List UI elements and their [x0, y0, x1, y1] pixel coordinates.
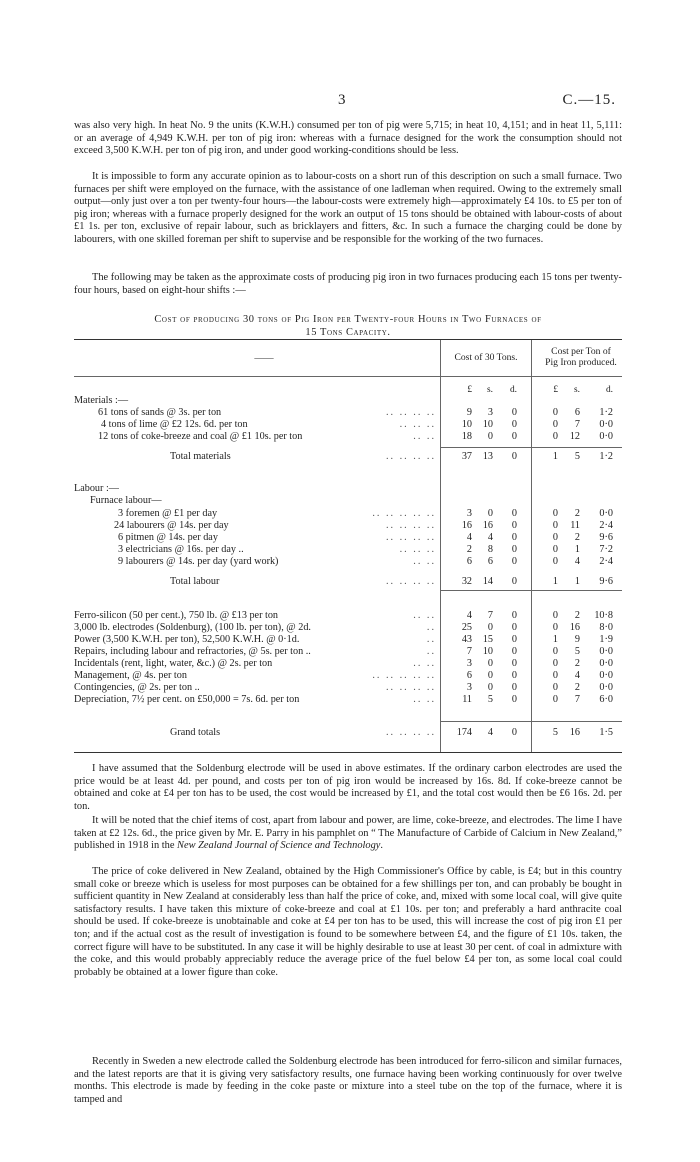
cost-30-tons-cell: 3: [466, 658, 472, 669]
cost-per-ton-cell: 1: [574, 576, 580, 587]
cost-30-tons-cell: 0: [511, 419, 517, 430]
cost-per-ton-cell: 7: [574, 694, 580, 705]
cost-per-ton-cell: 9·6: [599, 576, 613, 587]
cost-per-ton-cell: 0: [552, 407, 558, 418]
row-label: Ferro-silicon (50 per cent.), 750 lb. @ £13 per ton: [74, 610, 279, 621]
unit-header: s.: [487, 385, 493, 395]
cost-per-ton-cell: 0: [552, 508, 558, 519]
table-row: [74, 727, 622, 739]
cost-30-tons-cell: 9: [466, 407, 472, 418]
table-row: [74, 634, 622, 646]
cost-per-ton-cell: 4: [574, 670, 580, 681]
cost-30-tons-cell: 5: [487, 694, 493, 705]
leader-dots: .. .. .. ..: [385, 727, 436, 738]
cost-per-ton-header: Cost per Ton of Pig Iron produced.: [545, 346, 617, 368]
table-row: [74, 495, 622, 507]
header-rule: [74, 376, 622, 377]
cost-per-ton-cell: 0: [552, 544, 558, 555]
table-row: [74, 419, 622, 431]
cost-30-tons-cell: 0: [487, 658, 493, 669]
cost-30-tons-cell: 3: [487, 407, 493, 418]
cost-per-ton-cell: 2·4: [599, 520, 613, 531]
cost-30-tons-cell: 2: [466, 544, 472, 555]
leader-dots: ..: [426, 622, 436, 633]
total-rule: [440, 447, 622, 448]
cost-30-tons-cell: 10: [461, 419, 472, 430]
row-label: 12 tons of coke-breeze and coal @ £1 10s. per ton: [98, 431, 303, 442]
table-row: [74, 622, 622, 634]
table-row: [74, 544, 622, 556]
cost-per-ton-cell: 0: [552, 610, 558, 621]
cost-30-tons-cell: 0: [511, 451, 517, 462]
cost-30-tons-cell: 7: [466, 646, 472, 657]
table-row: [74, 520, 622, 532]
cost-per-ton-cell: 2: [574, 658, 580, 669]
cost-30-tons-cell: 0: [511, 431, 517, 442]
cost-per-ton-cell: 0·0: [599, 682, 613, 693]
cost-30-tons-cell: 10: [482, 419, 493, 430]
cost-per-ton-cell: 16: [569, 727, 580, 738]
cost-30-tons-cell: 7: [487, 610, 493, 621]
unit-header: £: [553, 385, 558, 395]
row-label: 3 foremen @ £1 per day: [118, 508, 218, 519]
row-label: 3,000 lb. electrodes (Soldenburg), (100 lb. per ton), @ 2d.: [74, 622, 311, 633]
cost-30-tons-cell: 4: [487, 727, 493, 738]
blank-column-header: ——: [254, 353, 274, 364]
cost-30-tons-cell: 32: [461, 576, 472, 587]
cost-30-tons-cell: 0: [487, 431, 493, 442]
row-label: 4 tons of lime @ £2 12s. 6d. per ton: [101, 419, 248, 430]
cost-per-ton-cell: 0: [552, 520, 558, 531]
table-title-line-1: Cost of producing 30 tons of Pig Iron per Twenty-four Hours in Two Furnaces of: [154, 314, 542, 325]
table-row: [74, 694, 622, 706]
table-row: [74, 451, 622, 463]
cost-30-tons-cell: 0: [511, 576, 517, 587]
cost-30-tons-cell: 10: [482, 646, 493, 657]
cost-per-ton-cell: 6·0: [599, 694, 613, 705]
cost-per-ton-cell: 0: [552, 682, 558, 693]
row-label: Materials :—: [74, 395, 129, 406]
cost-per-ton-cell: 5: [552, 727, 558, 738]
document-reference: C.—15.: [562, 92, 616, 108]
leader-dots: .. .. .. ..: [385, 451, 436, 462]
table-row: [74, 532, 622, 544]
cost-30-tons-cell: 8: [487, 544, 493, 555]
cost-per-ton-cell: 8·0: [599, 622, 613, 633]
leader-dots: .. .. .. ..: [385, 520, 436, 531]
cost-per-ton-cell: 5: [574, 646, 580, 657]
cost-per-ton-cell: 0: [552, 622, 558, 633]
paragraph-bottom-4: Recently in Sweden a new electrode called the Soldenburg electrode has been introduced for ferro-silicon and similar furnaces, and the latest reports are that it is giving very satisfactory results, one furnace having been working continuously for over twelve months. This electrode is made by feeding in the coke paste or mixture into a steel tube on the top of the furnace, where it is tamped and: [74, 1056, 622, 1105]
row-label: Total materials: [170, 451, 231, 462]
cost-per-ton-cell: 0·0: [599, 658, 613, 669]
table-row: [74, 576, 622, 588]
cost-per-ton-cell: 1: [552, 451, 558, 462]
cost-30-tons-cell: 6: [466, 556, 472, 567]
leader-dots: .. .. .. .. ..: [372, 508, 436, 519]
cost-30-tons-cell: 0: [511, 670, 517, 681]
cost-per-ton-cell: 9·6: [599, 532, 613, 543]
leader-dots: .. .. ..: [399, 419, 436, 430]
leader-dots: .. ..: [413, 610, 436, 621]
cost-per-ton-cell: 2·4: [599, 556, 613, 567]
row-label: Labour :—: [74, 483, 119, 494]
row-label: Grand totals: [170, 727, 221, 738]
cost-30-tons-cell: 4: [487, 532, 493, 543]
cost-per-ton-cell: 1·5: [599, 727, 613, 738]
cost-per-ton-cell: 1·2: [599, 407, 613, 418]
paragraph-bottom-3: The price of coke delivered in New Zealand, obtained by the High Commissioner's Office by cable, is £4; but in this country small coke or breeze which is useless for most purposes can be obtained for a few shillings per ton, and can probably be bought in sufficient quantity in New Zealand at considerably less than half the price of coke, and, mixed with some local coal, will give quite satisfactory results. I have taken this mixture of coke-breeze and coal at £1 10s. per ton; and preferably a hard anthracite coal should be used. If coke-breeze is unobtainable and coke at £4 per ton has to be used, this will increase the cost of pig iron £1 per ton; and if the actual cost as the result of investigation is found to be somewhere between £4, and the figure of £1 10s. taken, the correct figure will have to be substituted. In any case it will be highly desirable to use at least 30 per cent. of coal in admixture with the coke, and this would probably appreciably reduce the average price of the fuel below £4 per ton, as some local coal could probably be obtained at a lower figure than coke.: [74, 866, 622, 978]
cost-per-ton-cell: 1: [574, 544, 580, 555]
cost-30-tons-cell: 4: [466, 610, 472, 621]
cost-30-tons-cell: 25: [461, 622, 472, 633]
table-row: [74, 431, 622, 443]
cost-per-ton-cell: 0·0: [599, 670, 613, 681]
cost-per-ton-cell: 7: [574, 419, 580, 430]
table-row: [74, 556, 622, 568]
paragraph-top-3: The following may be taken as the approximate costs of producing pig iron in two furnaces producing each 15 tons per twenty-four hours, based on eight-hour shifts :—: [74, 272, 622, 296]
row-label: 24 labourers @ 14s. per day: [114, 520, 229, 531]
cost-per-ton-cell: 0: [552, 694, 558, 705]
row-label: Repairs, including labour and refractories, @ 5s. per ton ..: [74, 646, 311, 657]
row-label: Depreciation, 7½ per cent. on £50,000 = 7s. 6d. per ton: [74, 694, 300, 705]
cost-per-ton-cell: 1: [552, 576, 558, 587]
cost-per-ton-cell: 0·0: [599, 431, 613, 442]
cost-30-tons-cell: 43: [461, 634, 472, 645]
table-row: [74, 395, 622, 407]
table-row: [74, 407, 622, 419]
unit-header: s.: [574, 385, 580, 395]
cost-30-tons-cell: 0: [511, 610, 517, 621]
leader-dots: .. ..: [413, 556, 436, 567]
row-label: Incidentals (rent, light, water, &c.) @ 2s. per ton: [74, 658, 273, 669]
cost-30-tons-cell: 15: [482, 634, 493, 645]
cost-per-ton-cell: 16: [569, 622, 580, 633]
cost-30-tons-cell: 0: [511, 727, 517, 738]
cost-per-ton-cell: 1: [552, 634, 558, 645]
cost-30-tons-cell: 0: [511, 556, 517, 567]
leader-dots: .. ..: [413, 658, 436, 669]
cost-per-ton-cell: 2: [574, 532, 580, 543]
unit-header: £: [467, 385, 472, 395]
row-label: Total labour: [170, 576, 220, 587]
cost-per-ton-cell: 0: [552, 556, 558, 567]
row-label: 61 tons of sands @ 3s. per ton: [98, 407, 222, 418]
row-label: 6 pitmen @ 14s. per day: [118, 532, 218, 543]
row-label: Furnace labour—: [90, 495, 162, 506]
cost-per-ton-cell: 2: [574, 610, 580, 621]
cost-per-ton-cell: 2: [574, 508, 580, 519]
leader-dots: ..: [426, 634, 436, 645]
leader-dots: .. .. .. ..: [385, 682, 436, 693]
cost-30-tons-cell: 0: [511, 544, 517, 555]
cost-30-tons-cell: 0: [487, 682, 493, 693]
cost-30-tons-cell: 0: [511, 682, 517, 693]
cost-per-ton-cell: 0: [552, 532, 558, 543]
cost-30-tons-cell: 0: [487, 670, 493, 681]
cost-30-tons-cell: 3: [466, 682, 472, 693]
unit-header: d.: [509, 385, 517, 395]
cost-per-ton-cell: 5: [574, 451, 580, 462]
cost-30-tons-cell: 0: [511, 407, 517, 418]
cost-per-ton-cell: 0: [552, 658, 558, 669]
cost-per-ton-cell: 11: [570, 520, 580, 531]
cost-per-ton-cell: 0·0: [599, 508, 613, 519]
cost-per-ton-cell: 12: [569, 431, 580, 442]
cost-per-ton-cell: 9: [574, 634, 580, 645]
leader-dots: .. .. .. ..: [385, 576, 436, 587]
table-row: [74, 610, 622, 622]
cost-30-tons-cell: 16: [461, 520, 472, 531]
cost-30-tons-cell: 37: [461, 451, 472, 462]
cost-30-tons-cell: 11: [462, 694, 472, 705]
cost-30-tons-cell: 6: [487, 556, 493, 567]
paragraph-bottom-2: It will be noted that the chief items of cost, apart from labour and power, are lime, coke-breeze, and electrodes. The lime I have taken at £2 12s. 6d., the price given by Mr. E. Parry in his pamphlet on “ The Manufacture of Carbide of Calcium in New Zealand,” published in 1918 in the New Zealand Journal of Science and Technology.: [74, 815, 622, 852]
cost-30-tons-cell: 0: [511, 622, 517, 633]
paragraph-top-1: was also very high. In heat No. 9 the units (K.W.H.) consumed per ton of pig were 5,715; in heat 10, 4,151; and in heat 11, 5,111: or an average of 4,949 K.W.H. per ton of pig iron: whereas with a furnace designed for the work the consumption should not exceed 3,500 K.W.H. per ton of pig iron, and under good working-conditions should be less.: [74, 120, 622, 157]
row-label: Contingencies, @ 2s. per ton ..: [74, 682, 200, 693]
cost-30-tons-cell: 174: [456, 727, 472, 738]
page-number: 3: [338, 92, 346, 108]
leader-dots: ..: [426, 646, 436, 657]
table-row: [74, 508, 622, 520]
cost-per-ton-cell: 1·2: [599, 451, 613, 462]
cost-per-ton-cell: 0: [552, 646, 558, 657]
cost-30-tons-cell: 13: [482, 451, 493, 462]
cost-per-ton-cell: 1·9: [599, 634, 613, 645]
cost-per-ton-cell: 0: [552, 670, 558, 681]
table-row: [74, 646, 622, 658]
cost-30-tons-cell: 18: [461, 431, 472, 442]
table-row: [74, 483, 622, 495]
cost-per-ton-cell: 2: [574, 682, 580, 693]
cost-of-30-tons-header: Cost of 30 Tons.: [454, 352, 518, 363]
cost-30-tons-cell: 14: [482, 576, 493, 587]
cost-30-tons-cell: 0: [511, 694, 517, 705]
cost-per-ton-cell: 6: [574, 407, 580, 418]
cost-30-tons-cell: 0: [511, 508, 517, 519]
leader-dots: .. ..: [413, 694, 436, 705]
cost-30-tons-cell: 0: [511, 520, 517, 531]
cost-30-tons-cell: 16: [482, 520, 493, 531]
cost-30-tons-cell: 0: [511, 634, 517, 645]
unit-header: d.: [605, 385, 613, 395]
cost-30-tons-cell: 0: [511, 658, 517, 669]
cost-30-tons-cell: 4: [466, 532, 472, 543]
cost-table: [74, 339, 622, 753]
cost-30-tons-cell: 0: [511, 532, 517, 543]
paragraph-top-2: It is impossible to form any accurate opinion as to labour-costs on a short run of this description on such a small furnace. Two furnaces per shift were employed on the furnace, with the assistance of one ladleman when required. Owing to the extremely small output—only just over a ton per twenty-four hours—the labour-costs were extremely high—approximately £4 10s. to £5 per ton of pig iron; whereas with a furnace properly designed for the work an output of 15 tons should be obtained with labour-costs of about £1 1s. per ton, exclusive of repair labour, such as bricklayers and fitters, &c. In such a furnace the charging could be done by labourers, with one skilled foreman per shift to supervise and be responsible for the working of the two furnaces.: [74, 171, 622, 245]
cost-per-ton-cell: 4: [574, 556, 580, 567]
leader-dots: .. .. .. .. ..: [372, 670, 436, 681]
cost-30-tons-cell: 0: [511, 646, 517, 657]
leader-dots: .. .. .. ..: [385, 532, 436, 543]
cost-per-ton-cell: 0: [552, 431, 558, 442]
row-label: Management, @ 4s. per ton: [74, 670, 187, 681]
cost-per-ton-cell: 0·0: [599, 646, 613, 657]
paragraph-bottom-1: I have assumed that the Soldenburg electrode will be used in above estimates. If the ordinary carbon electrodes are used the price would be at least 4d. per pound, and costs per ton of pig iron would be increased by 16s. 8d. If coke-breeze cannot be obtained and coke at £4 per ton has to be used, the cost would be increased by £1, and the total cost would then be £6 16s. 2d. per ton.: [74, 763, 622, 812]
cost-30-tons-cell: 0: [487, 508, 493, 519]
total-rule: [440, 721, 622, 722]
leader-dots: .. .. ..: [399, 544, 436, 555]
leader-dots: .. ..: [413, 431, 436, 442]
cost-per-ton-cell: 0·0: [599, 419, 613, 430]
cost-per-ton-cell: 0: [552, 419, 558, 430]
journal-title: New Zealand Journal of Science and Technology: [177, 840, 381, 852]
row-label: 3 electricians @ 16s. per day ..: [118, 544, 244, 555]
cost-30-tons-cell: 6: [466, 670, 472, 681]
total-rule: [440, 590, 622, 591]
table-row: [74, 670, 622, 682]
row-label: 9 labourers @ 14s. per day (yard work): [118, 556, 279, 567]
cost-30-tons-cell: 0: [487, 622, 493, 633]
table-row: [74, 682, 622, 694]
leader-dots: .. .. .. ..: [385, 407, 436, 418]
table-title-line-2: 15 Tons Capacity.: [305, 327, 391, 338]
cost-per-ton-cell: 7·2: [599, 544, 613, 555]
cost-per-ton-cell: 10·8: [594, 610, 613, 621]
cost-30-tons-cell: 3: [466, 508, 472, 519]
table-row: [74, 658, 622, 670]
row-label: Power (3,500 K.W.H. per ton), 52,500 K.W.H. @ 0·1d.: [74, 634, 300, 645]
